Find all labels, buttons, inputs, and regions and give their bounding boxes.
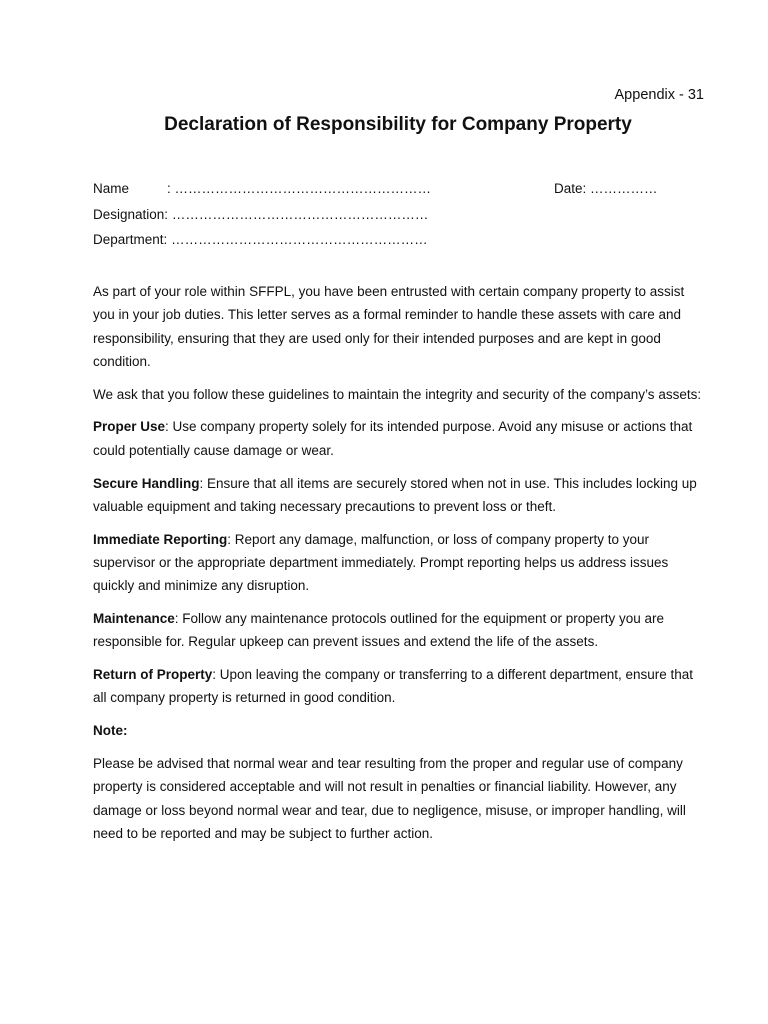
guideline-term: Immediate Reporting [93,531,228,547]
guideline-term: Maintenance [93,611,175,627]
guidelines-intro: We ask that you follow these guidelines to maintain the integrity and security of the company’s assets: [93,386,702,402]
guideline-maintenance [93,607,705,654]
guideline-text: : Use company property solely for its intended purpose. Avoid any misuse or actions that could potentially cause damage or wear. [93,419,693,458]
date-label: Date: [554,181,587,196]
note-heading [93,719,705,742]
department-label: Department: [93,232,168,247]
department-row [93,231,693,257]
document-body [93,280,705,855]
guideline-immediate-reporting [93,528,705,598]
guideline-term: Proper Use [93,419,166,435]
designation-row [93,206,693,232]
declaration-fields [93,180,693,257]
designation-label: Designation: [93,206,169,222]
guideline-text: : Ensure that all items are securely stored when not in use. This includes locking up valuable equipment and taking necessary precautions to prevent loss or theft. [93,475,697,514]
name-blank: : ………………………………………………… [167,181,432,196]
department-blank: ………………………………………………… [171,232,428,247]
guideline-term: Secure Handling [93,475,200,491]
guideline-text: : Follow any maintenance protocols outlined for the equipment or property you are responsible for. Regular upkeep can prevent issues and extend the life of the assets. [93,611,665,650]
guideline-proper-use [93,415,705,462]
name-label: Name [93,181,130,196]
guideline-return-of-property [93,663,705,710]
date-field [554,180,658,197]
note-heading-text: Note: [93,723,128,739]
intro-paragraph: As part of your role within SFFPL, you have been entrusted with certain company property to assist you in your job duties. This letter serves as a formal reminder to handle these assets with care and responsibility, ensuring that they are used only for their intended purposes and are kept in good condition. [93,284,685,369]
designation-blank: ………………………………………………… [171,206,429,222]
guideline-text: : Report any damage, malfunction, or loss of company property to your supervisor or the appropriate department immediately. Prompt reporting helps us address issues quickly and minimize any disruption. [93,531,669,594]
document-title: Declaration of Responsibility for Company Property [164,114,632,135]
guideline-text: : Upon leaving the company or transferring to a different department, ensure that all company property is returned in good condition. [93,667,694,706]
name-row [93,180,693,206]
appendix-label: Appendix - 31 [614,87,704,103]
guideline-secure-handling [93,472,705,519]
note-paragraph: Please be advised that normal wear and tear resulting from the proper and regular use of company property is considered acceptable and will not result in penalties or financial liability. However, any damage or loss beyond normal wear and tear, due to negligence, misuse, or improper handling, will need to be reported and may be subject to further action. [93,756,686,841]
guideline-term: Return of Property [93,667,213,683]
date-blank: …………… [590,181,658,196]
